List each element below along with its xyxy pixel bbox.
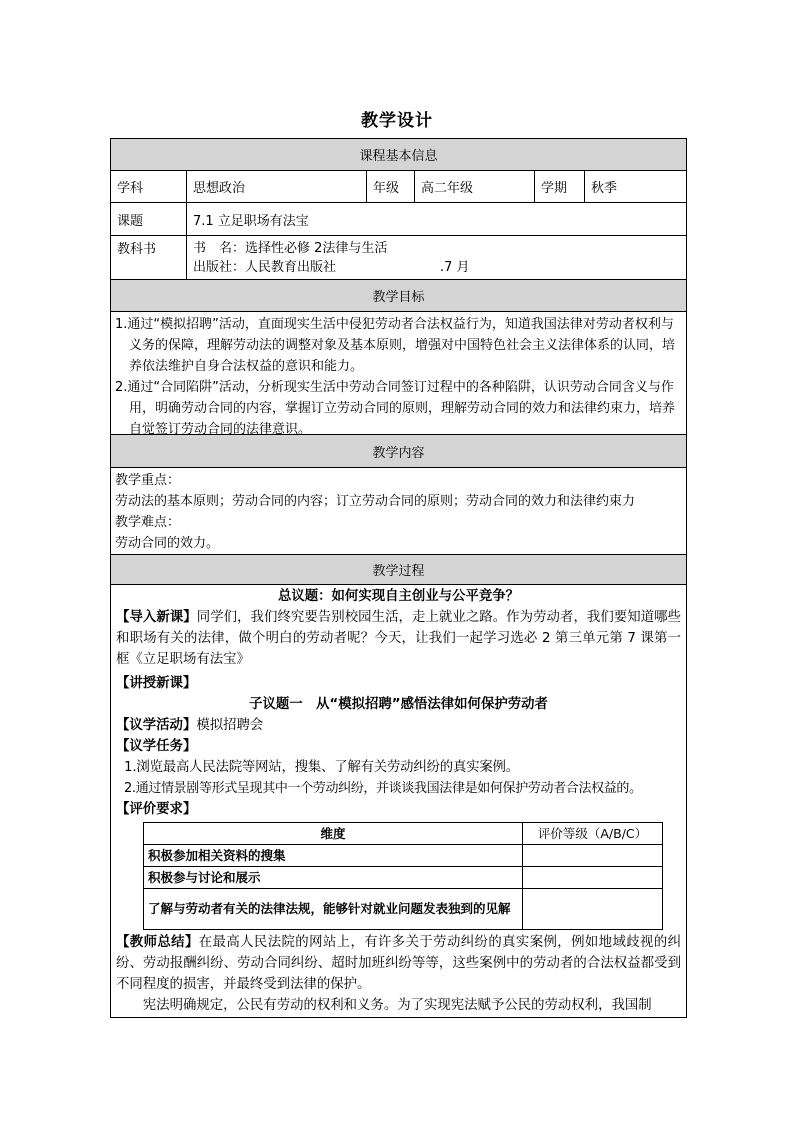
- sub-question: 子议题一 从“模拟招聘”感悟法律如何保护劳动者: [249, 697, 548, 712]
- key-points-text: 劳动法的基本原则；劳动合同的内容；订立劳动合同的原则；劳动合同的效力和法律约束力: [115, 494, 636, 509]
- lesson-plan-table: [110, 138, 687, 1018]
- section-process: 教学过程: [111, 555, 686, 585]
- eval-dimension: 积极参与讨论和展示: [144, 867, 523, 889]
- key-points-label: 教学重点：: [115, 473, 181, 488]
- summary-label: 【教师总结】: [116, 935, 199, 950]
- info-row-subject: [111, 171, 686, 203]
- subject-label: 学科: [111, 171, 187, 202]
- textbook-label: 教科书: [111, 236, 187, 279]
- info-row-textbook: [111, 236, 686, 280]
- grade-value: 高二年级: [415, 171, 535, 202]
- intro-text: 同学们，我们终究要告别校园生活，走上就业之路。作为劳动者，我们要知道哪些和职场有关的法律，做个明白的劳动者呢？今天，让我们一起学习选必 2 第三单元第 7 课第一框《立足职场有法宝》: [116, 610, 682, 667]
- activity-label: 【议学活动】: [116, 718, 197, 733]
- section-content: 教学内容: [111, 435, 686, 468]
- activity-text: 模拟招聘会: [196, 718, 264, 733]
- page-title: 教学设计: [361, 111, 433, 131]
- constitution-paragraph: 宪法明确规定，公民有劳动的权利和义务。为了实现宪法赋予公民的劳动权利，我国制: [142, 998, 652, 1013]
- process-block: [111, 585, 686, 1017]
- eval-grade-cell[interactable]: [523, 889, 663, 930]
- goal-item: 1.通过“模拟招聘”活动，直面现实生活中侵犯劳动者合法权益行为，知道我国法律对劳动者权利与义务的保障，理解劳动法的调整对象及基本原则，增强对中国特色社会主义法律体系的认同，培养依法维护自身合法权益的意识和能力。: [115, 317, 676, 374]
- topic-value: 7.1 立足职场有法宝: [193, 213, 309, 229]
- textbook-publisher: 出版社：人民教育出版社 .7 月: [193, 259, 470, 275]
- goal-item: 2.通过“合同陷阱”活动，分析现实生活中劳动合同签订过程中的各种陷阱，认识劳动合同含义与作用，明确劳动合同的内容，掌握订立劳动合同的原则，理解劳动合同的效力和法律约束力，培养自觉签订劳动合同的法律意识。: [115, 380, 676, 437]
- textbook-value: [187, 236, 686, 279]
- eval-dimension: 积极参加相关资料的搜集: [144, 845, 523, 867]
- table-header-row: [144, 823, 663, 845]
- intro-label: 【导入新课】: [116, 610, 197, 625]
- section-basic-info: 课程基本信息: [111, 139, 686, 171]
- task-item: 2.通过情景剧等形式呈现其中一个劳动纠纷，并谈谈我国法律是如何保护劳动者合法权益的。: [124, 781, 642, 796]
- new-lesson-label: 【讲授新课】: [116, 676, 197, 691]
- intro-paragraph: [116, 607, 681, 670]
- grade-label: 年级: [367, 171, 415, 202]
- goals-list: [111, 312, 686, 435]
- term-value: 秋季: [591, 181, 618, 196]
- activity-line: [116, 715, 681, 736]
- header-grade: 评价等级（A/B/C）: [523, 823, 663, 845]
- eval-dimension: 了解与劳动者有关的法律法规，能够针对就业问题发表独到的见解: [144, 889, 523, 930]
- eval-label: 【评价要求】: [116, 802, 197, 817]
- difficult-points-label: 教学难点：: [115, 515, 181, 530]
- term-label: 学期: [535, 171, 585, 202]
- summary-paragraph: [116, 932, 681, 995]
- table-row: [144, 845, 663, 867]
- summary-text: 在最高人民法院的网站上，有许多关于劳动纠纷的真实案例，例如地域歧视的纠纷、劳动报酬纠纷、劳动合同纠纷、超时加班纠纷等等，这些案例中的劳动者的合法权益都受到不同程度的损害，并最终受到法律的保护。: [116, 935, 682, 992]
- table-row: [144, 889, 663, 930]
- eval-grade-cell[interactable]: [523, 845, 663, 867]
- content-block: [111, 468, 686, 555]
- section-goals: 教学目标: [111, 280, 686, 312]
- topic-label: 课题: [111, 203, 187, 235]
- main-question: 总议题：如何实现自主创业与公平竞争？: [277, 589, 520, 604]
- difficult-points-text: 劳动合同的效力。: [115, 536, 220, 551]
- info-row-topic: [111, 203, 686, 236]
- task-item: 1.浏览最高人民法院等网站，搜集、了解有关劳动纠纷的真实案例。: [124, 760, 519, 775]
- textbook-name: 书 名：选择性必修 2法律与生活: [193, 240, 388, 256]
- subject-value: 思想政治: [187, 171, 367, 202]
- evaluation-table: [143, 822, 663, 930]
- header-dimension: 维度: [144, 823, 523, 845]
- task-label: 【议学任务】: [116, 739, 197, 754]
- eval-grade-cell[interactable]: [523, 867, 663, 889]
- table-row: [144, 867, 663, 889]
